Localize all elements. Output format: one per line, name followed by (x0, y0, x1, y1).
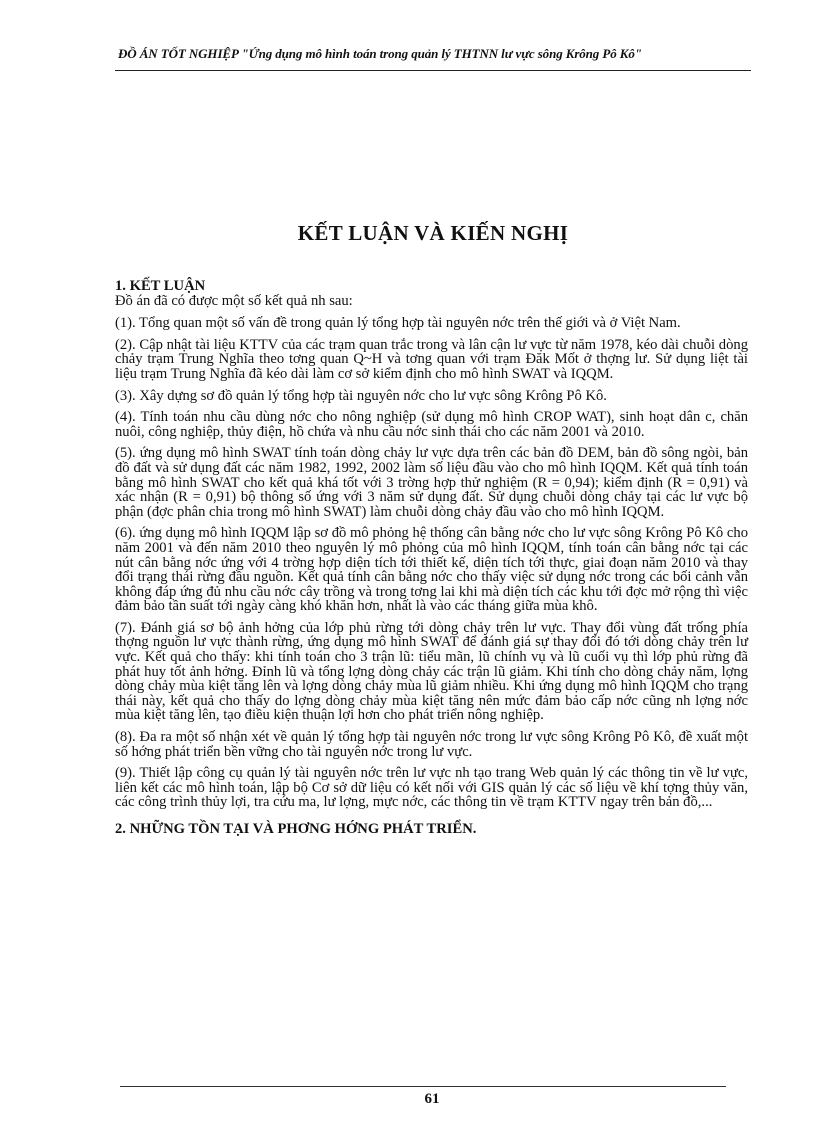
conclusion-item-5: (5). ứng dụng mô hình SWAT tính toán dòng chảy lư vực dựa trên các bản đồ DEM, bản đồ sông ngòi, bản đồ đất và sử dụng đất các năm 1982, 1992, 2002 làm số liệu đầu vào cho mô hình IQQM. Kết quả tính toán bằng mô hình SWAT cho kết quả khá tốt với 3 trờng hợp thử nghiệm (R = 0,94); kiểm định (R = 0,91) và xác nhận (R = 0,91) bộ thông số ứng với 3 năm sử dụng đất. Sử dụng chuỗi dòng chảy tại các lư vực bộ phận (đợc phân chia trong mô hình SWAT) làm chuỗi dòng chảy đầu vào cho mô hình IQQM. (115, 445, 748, 520)
header-divider (115, 70, 751, 71)
conclusion-item-7: (7). Đánh giá sơ bộ ảnh hởng của lớp phủ rừng tới dòng chảy trên lư vực. Thay đổi vùng đất trống phía thợng nguồn lư vực thành rừng, ứng dụng mô hình SWAT để đánh giá sự thay đổi đó tới dòng chảy trên lư vực. Kết quả cho thấy: khi tính toán cho 3 trận lũ: tiểu mãn, lũ chính vụ và lũ cuối vụ thì lớp phủ rừng đã phát huy tốt ảnh hởng. Đỉnh lũ và tổng lợng dòng chảy các trận lũ giảm. Khi tính cho dòng chảy năm, lợng dòng chảy mùa kiệt tăng lên và lợng dòng chảy mùa lũ giảm nhiều. Khi ứng dụng mô hình IQQM cho trạng thái này, kết quả cho thấy do lợng dòng chảy mùa kiệt tăng nên mức đảm bảo cấp nớc cũng nh lợng nớc mùa kiệt tăng lên, tạo điều kiện thuận lợi hơn cho phát triển nông nghiệp. (115, 619, 748, 724)
conclusion-item-6: (6). ứng dụng mô hình IQQM lập sơ đồ mô phỏng hệ thống cân bằng nớc cho lư vực sông Krông Pô Kô cho năm 2001 và đến năm 2010 theo nguyên lý mô phỏng của mô hình IQQM, tính toán cân bằng nớc tại các nút cân bằng nớc ứng với 4 trờng hợp diện tích tới thiết kế, diện tích tới thực, giai đoạn năm 2010 và thay đổi trạng thái rừng đầu nguồn. Kết quả tính cân bằng nớc cho thấy việc sử dụng nớc trong các bối cảnh vẫn không đáp ứng đủ nhu cầu nớc cây trồng và trong tơng lai khi mà diện tích các khu tới đợc mở rộng thì việc đảm bảo tần suất tới ngày càng khó khăn hơn, nhất là vào các tháng giữa mùa khô. (115, 525, 748, 615)
page-number: 61 (424, 1091, 440, 1107)
intro-sentence: Đồ án đã có được một số kết quả nh sau: (115, 292, 353, 309)
footer-divider (120, 1086, 726, 1087)
conclusion-item-2: (2). Cập nhật tài liệu KTTV của các trạm quan trắc trong và lân cận lư vực từ năm 1978, kéo dài chuỗi dòng chảy trạm Trung Nghĩa theo tơng quan Q~H và tơng quan với trạm Đăk Mốt ở thợng lư. Sử dụng liệt tài liệu trạm Trung Nghĩa đã kéo dài làm cơ sở kiểm định cho mô hình SWAT và IQQM. (115, 336, 748, 382)
conclusion-item-9: (9). Thiết lập công cụ quản lý tài nguyên nớc trên lư vực nh tạo trang Web quản lý các thông tin về lư vực, liên kết các mô hình toán, lập bộ Cơ sở dữ liệu có kết nối với GIS quản lý các số liệu về khí tợng thủy văn, các công trình thủy lợi, tra cứu ma, lư lợng, mực nớc, các thông tin về trạm KTTV ngay trên bản đồ,... (115, 765, 748, 811)
running-header: ĐỒ ÁN TỐT NGHIỆP "Ứng dụng mô hình toán trong quản lý THTNN lư vực sông Krông Pô Kô" (118, 46, 642, 61)
conclusion-item-1: (1). Tổng quan một số vấn đề trong quản lý tổng hợp tài nguyên nớc trên thế giới và ở Việt Nam. (115, 315, 681, 332)
document-body (115, 279, 748, 837)
conclusion-item-4: (4). Tính toán nhu cầu dùng nớc cho nông nghiệp (sử dụng mô hình CROP WAT), sinh hoạt dân c, chăn nuôi, công nghiệp, thủy điện, hồ chứa và nhu cầu nớc sinh thái cho các năm 2001 và 2010. (115, 409, 748, 440)
page-title: KẾT LUẬN VÀ KIẾN NGHỊ (297, 221, 569, 245)
section-heading-conclusion: 1. KẾT LUẬN (115, 278, 206, 294)
conclusion-item-3: (3). Xây dựng sơ đồ quản lý tổng hợp tài nguyên nớc cho lư vực sông Krông Pô Kô. (115, 387, 607, 404)
conclusion-item-8: (8). Đa ra một số nhận xét về quản lý tổng hợp tài nguyên nớc trong lư vực sông Krông Pô Kô, đề xuất một số hớng phát triển bền vững cho tài nguyên nớc trong lư vực. (115, 729, 748, 760)
section-heading-limitations: 2. NHỮNG TỒN TẠI VÀ PHƠNG HỚNG PHÁT TRIỂN. (115, 821, 477, 837)
